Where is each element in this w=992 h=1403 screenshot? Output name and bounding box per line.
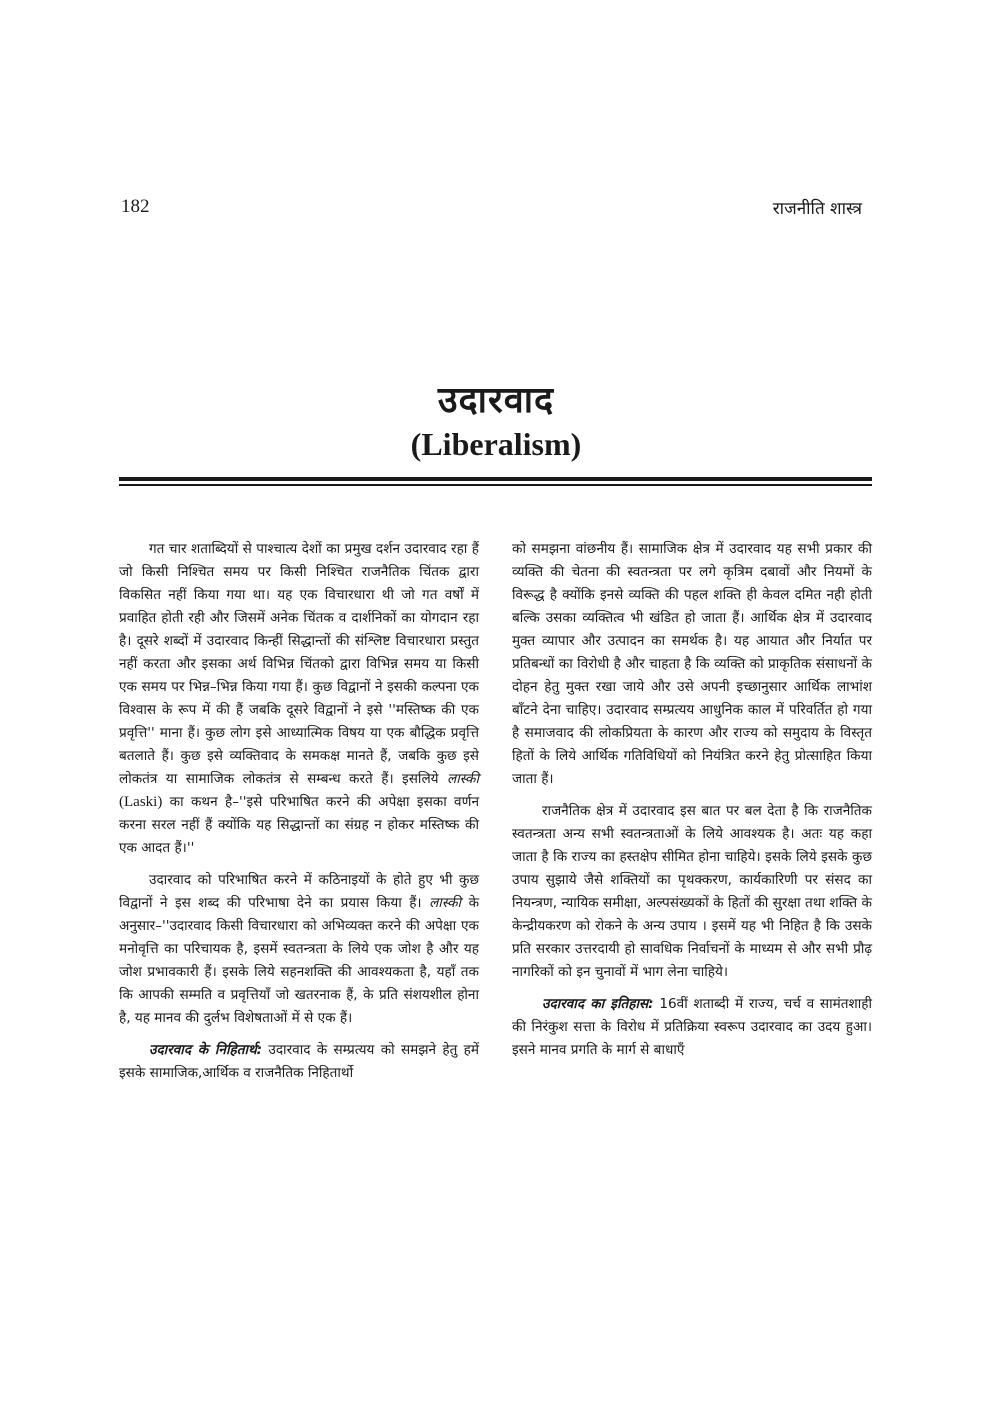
left-p1-text: गत चार शताब्दियों से पाश्चात्य देशों का प्रमुख दर्शन उदारवाद रहा हैं जो किसी निश्चित समय पर किसी निश्चित राजनैतिक चिंतक द्वारा विकसित नहीं किया गया था। यह एक विचारधारा थी जो गत वर्षों में प्रवाहित होती रही और जिसमें अनेक चिंतक व दार्शनिकों का योगदान रहा है। दूसरे शब्दों में उदारवाद किन्हीं सिद्धान्तों की संश्लिष्ट विचारधारा प्रस्तुत नहीं करता और इसका अर्थ विभिन्न चिंतको द्वारा विभिन्न समय या किसी एक समय पर भिन्न–भिन्न किया गया हैं। कुछ विद्वानों ने इसकी कल्पना एक विश्वास के रूप में की हैं जबकि दूसरे विद्वानों ने इसे ''मस्तिष्क की एक प्रवृत्ति'' माना हैं। कुछ लोग इसे आध्यात्मिक विषय या एक बौद्धिक प्रवृत्ति बतलाते हैं। कुछ इसे व्यक्तिवाद के समकक्ष मानते हैं, जबकि कुछ इसे लोकतंत्र या सामाजिक लोकतंत्र से सम्बन्ध करते हैं। इसलिये bbox=[119, 541, 479, 787]
laski-name-italic-2: लास्की bbox=[429, 895, 462, 911]
right-p3-body: 16वीं शताब्दी में राज्य, चर्च व सामंतशाही की निरंकुश सत्ता के विरोध में प्रतिक्रिया स्वरूप उदारवाद का उदय हुआ। इसने मानव प्रगति के मार्ग से बाधाएँ bbox=[512, 996, 872, 1058]
section-heading-implications: उदारवाद के निहितार्थ: bbox=[149, 1042, 263, 1058]
section-heading-history: उदारवाद का इतिहास: bbox=[542, 996, 654, 1012]
left-p3-body: उदारवाद के सम्प्रत्यय को समझने हेतु हमें इसके सामाजिक,आर्थिक व राजनैतिक निहितार्थो bbox=[119, 1042, 479, 1081]
running-head: राजनीति शास्त्र bbox=[772, 199, 862, 219]
right-paragraph-2: राजनैतिक क्षेत्र में उदारवाद इस बात पर बल देता है कि राजनैतिक स्वतन्त्रता अन्य सभी स्वतन्त्रताओं के लिये आवश्यक है। अतः यह कहा जाता है कि राज्य का हस्तक्षेप सीमित होना चाहिये। इसके लिये इसके कुछ उपाय सुझाये जैसे शक्तियों का पृथक्करण, कार्यकारिणी पर संसद का नियन्त्रण, न्यायिक समीक्षा, अल्पसंख्यकों के हितों की सुरक्षा तथा शक्ति के केन्द्रीयकरण को रोकने के अन्य उपाय । इसमें यह भी निहित है कि उसके प्रति सरकार उत्तरदायी हो सावधिक निर्वाचनों के माध्यम से और सभी प्रौढ़ नागरिकों को इन चुनावों में भाग लेना चाहिये। bbox=[512, 803, 872, 980]
left-p2-end: के अनुसार–''उदारवाद किसी विचारधारा को अभिव्यक्त करने की अपेक्षा एक मनोवृत्ति का परिचायक है, इसमें स्वतन्त्रता के लिये एक जोश है और यह जोश प्रभावकारी हैं। इसके लिये सहनशक्ति की आवश्यकता है, यहाँ तक कि आपकी सम्मति व प्रवृत्तियाँ जो खतरनाक हैं, के प्रति संशयशील होना है, यह मानव की दुर्लभ विशेषताओं में से एक हैं। bbox=[119, 895, 480, 1026]
left-p2-start: उदारवाद को परिभाषित करने में कठिनाइयों के होते हुए भी कुछ विद्वानों ने इस शब्द की परिभाषा देने का प्रयास किया हैं। bbox=[119, 872, 479, 911]
chapter-title-hindi: उदारवाद bbox=[437, 380, 555, 421]
left-p1-end: का कथन है–''इसे परिभाषित करने की अपेक्षा इसका वर्णन करना सरल नहीं हैं क्योंकि यह सिद्धान्तों का संग्रह न होकर मस्तिष्क की एक आदत हैं।'' bbox=[119, 794, 479, 856]
left-column bbox=[119, 538, 479, 1094]
laski-name-italic: लास्की bbox=[447, 771, 479, 787]
chapter-title-english: (Liberalism) bbox=[410, 426, 582, 462]
title-rule-thin bbox=[119, 484, 872, 486]
laski-name-english: (Laski) bbox=[119, 794, 163, 810]
left-paragraph-3 bbox=[119, 1039, 479, 1085]
right-column bbox=[512, 538, 872, 1071]
right-paragraph-1: को समझना वांछनीय हैं। सामाजिक क्षेत्र में उदारवाद यह सभी प्रकार की व्यक्ति की चेतना की स्वतन्त्रता पर लगे कृत्रिम दबावों और नियमों के विरूद्ध है क्योंकि इनसे व्यक्ति की पहल शक्ति ही केवल दमित नही होती बल्कि उसका व्यक्तित्व भी खंडित हो जाता हैं। आर्थिक क्षेत्र में उदारवाद मुक्त व्यापार और उत्पादन का समर्थक है। यह आयात और निर्यात पर प्रतिबन्धों का विरोधी है और चाहता है कि व्यक्ति को प्राकृतिक संसाधनों के दोहन हेतु मुक्त रखा जाये और उसे अपनी इच्छानुसार आर्थिक लाभांश बाँटने देना चाहिए। उदारवाद सम्प्रत्यय आधुनिक काल में परिवर्तित हो गया है समाजवाद की लोकप्रियता के कारण और राज्य को समुदाय के विस्तृत हितों के लिये आर्थिक गतिविधियों को नियंत्रित करने हेतु प्रोत्साहित किया जाता हैं। bbox=[512, 541, 872, 787]
page-number: 182 bbox=[121, 196, 150, 217]
title-rule-thick bbox=[119, 477, 872, 481]
left-paragraph-2 bbox=[119, 869, 479, 1030]
right-paragraph-3 bbox=[512, 993, 872, 1062]
left-paragraph-1 bbox=[119, 538, 479, 860]
